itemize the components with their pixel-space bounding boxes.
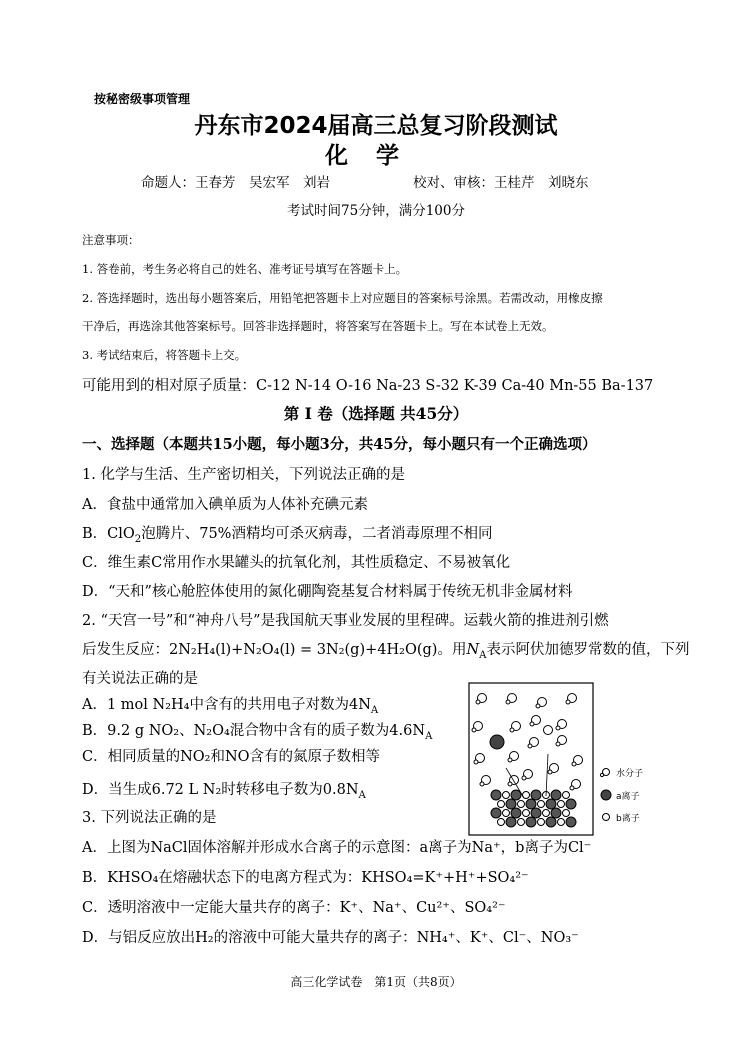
lattice-b-ion: [538, 801, 545, 808]
section-heading: 一、选择题（本题共15小题，每小题3分，共45分，每小题只有一个正确选项）: [82, 436, 597, 453]
security-label: 按秘密级事项管理: [94, 92, 191, 106]
water-hydrogen: [480, 782, 484, 786]
lattice-a-ion: [511, 808, 521, 818]
q1-option-c: C．维生素C常用作水果罐头的抗氧化剂，其性质稳定、不易被氧化: [82, 555, 511, 571]
water-hydrogen: [476, 700, 480, 704]
hydrated-b-ion: [544, 726, 553, 735]
lattice-b-ion: [563, 792, 570, 799]
legend-a-ion: a离子: [616, 792, 640, 802]
q2-option-d: D．当生成6.72 L N₂时转移电子数为$0.8N_A$: [82, 782, 366, 801]
q2-option-b: B．9.2 g NO₂、N₂O₄混合物中含有的质子数为$4.6N_A$: [82, 723, 433, 742]
q1-option-d: D．“天和”核心舱腔体使用的氮化硼陶瓷基复合材料属于传统无机非金属材料: [82, 584, 573, 600]
atomic-masses: 可能用到的相对原子质量：C-12 N-14 O-16 Na-23 S-32 K-39 Ca-40 Mn-55 Ba-137: [82, 378, 654, 394]
notice-item: 3. 考试结束后，将答题卡上交。: [82, 348, 247, 362]
lattice-a-ion: [546, 799, 556, 809]
lattice-a-ion: [551, 790, 561, 800]
reviewers: 校对、审核：王桂芹 刘晓东: [413, 175, 589, 191]
water-hydrogen: [556, 742, 560, 746]
lattice-b-ion: [518, 819, 525, 826]
q1-option-b: B．ClO$_2$泡腾片、75%酒精均可杀灭病毒，二者消毒原理不相同: [82, 526, 493, 545]
q3-option-b: B．KHSO₄在熔融状态下的电离方程式为：KHSO₄=K⁺+H⁺+SO₄²⁻: [82, 870, 529, 886]
water-hydrogen: [570, 786, 574, 790]
water-hydrogen: [556, 726, 560, 730]
legend-water: 水分子: [616, 769, 644, 779]
lattice-b-ion: [543, 810, 550, 817]
lattice-a-ion: [526, 799, 536, 809]
lattice-a-ion: [551, 808, 561, 818]
q3-option-a: A．上图为NaCl固体溶解并形成水合离子的示意图：a离子为Na⁺，b离子为Cl⁻: [82, 840, 592, 856]
lattice-b-ion: [563, 810, 570, 817]
water-hydrogen: [528, 744, 532, 748]
lattice-a-ion: [511, 790, 521, 800]
notice-item: 干净后，再选涂其他答案标号。回答非选择题时，将答案写在答题卡上。写在本试卷上无效。: [82, 319, 554, 333]
water-hydrogen: [566, 700, 570, 704]
notice-title: 注意事项：: [82, 233, 140, 247]
hydrated-a-ion: [490, 735, 504, 749]
exam-title: 丹东市2024届高三总复习阶段测试: [194, 113, 558, 139]
notice-item: 2. 答选择题时，选出每小题答案后，用铅笔把答题卡上对应题目的答案标号涂黑。若需改动，用橡皮擦: [82, 291, 603, 305]
legend-a-ion-icon: [601, 790, 611, 800]
q2-stem-line2: 后发生反应：2N₂H₄(l)+N₂O₄(l) = 3N₂(g)+4H₂O(g)。用$N_A$表示阿伏加德罗常数的值，下列: [82, 642, 690, 661]
water-hydrogen: [510, 728, 514, 732]
lattice-a-ion: [491, 790, 501, 800]
notice-item: 1. 答卷前，考生务必将自己的姓名、准考证号填写在答题卡上。: [82, 262, 408, 276]
legend-b-ion: b离子: [616, 814, 640, 824]
water-hydrogen: [508, 758, 512, 762]
lattice-a-ion: [491, 808, 501, 818]
lattice-b-ion: [503, 810, 510, 817]
page-footer: 高三化学试卷 第1页（共8页）: [290, 975, 462, 989]
legend-water-icon-h: [600, 773, 603, 776]
q2-stem-line3: 有关说法正确的是: [82, 671, 198, 687]
lattice-a-ion: [566, 817, 576, 827]
q1-option-a: A．食盐中通常加入碘单质为人体补充碘元素: [82, 497, 368, 513]
lattice-b-ion: [538, 819, 545, 826]
legend-b-ion-icon: [603, 814, 610, 821]
water-hydrogen: [548, 770, 552, 774]
lattice-a-ion: [546, 817, 556, 827]
q2-option-c: C．相同质量的NO₂和NO含有的氮原子数相等: [82, 749, 381, 765]
exam-subject: 化学: [325, 143, 427, 169]
water-hydrogen: [530, 722, 534, 726]
ion-lattice: [491, 790, 576, 827]
water-hydrogen: [472, 728, 476, 732]
lattice-b-ion: [523, 810, 530, 817]
lattice-a-ion: [566, 799, 576, 809]
lattice-a-ion: [531, 790, 541, 800]
q2-equation: 2N₂H₄(l)+N₂O₄(l) = 3N₂(g)+4H₂O(g): [169, 642, 438, 658]
water-hydrogen: [506, 700, 510, 704]
lattice-b-ion: [518, 801, 525, 808]
water-hydrogen: [572, 762, 576, 766]
lattice-b-ion: [558, 819, 565, 826]
lattice-b-ion: [558, 801, 565, 808]
lattice-b-ion: [503, 792, 510, 799]
q3-option-c: C．透明溶液中一定能大量共存的离子：K⁺、Na⁺、Cu²⁺、SO₄²⁻: [82, 900, 506, 916]
q3-stem: 3. 下列说法正确的是: [82, 810, 217, 826]
lattice-b-ion: [498, 801, 505, 808]
q1-stem: 1. 化学与生活、生产密切相关，下列说法正确的是: [82, 467, 405, 483]
q2-option-a: A．1 mol N₂H₄中含有的共用电子对数为$4N_A$: [82, 697, 379, 716]
nacl-dissolution-diagram: [466, 680, 666, 838]
pointer-line: [546, 754, 548, 796]
lattice-a-ion: [506, 799, 516, 809]
q3-option-d: D．与铝反应放出H₂的溶液中可能大量共存的离子：NH₄⁺、K⁺、Cl⁻、NO₃⁻: [82, 930, 579, 946]
lattice-b-ion: [498, 819, 505, 826]
authors: 命题人：王春芳 吴宏军 刘岩: [141, 175, 330, 191]
water-hydrogen: [508, 782, 512, 786]
water-hydrogen: [536, 704, 540, 708]
exam-time: 考试时间75分钟，满分100分: [287, 203, 465, 219]
lattice-a-ion: [506, 817, 516, 827]
lattice-a-ion: [526, 817, 536, 827]
lattice-a-ion: [531, 808, 541, 818]
q2-stem-line1: 2. “天宫一号”和“神舟八号”是我国航天事业发展的里程碑。运载火箭的推进剂引燃: [82, 613, 609, 629]
part-title: 第 Ⅰ 卷（选择题 共45分）: [283, 404, 469, 423]
water-hydrogen: [474, 760, 478, 764]
water-hydrogen: [522, 776, 526, 780]
water-molecules: [472, 694, 583, 791]
